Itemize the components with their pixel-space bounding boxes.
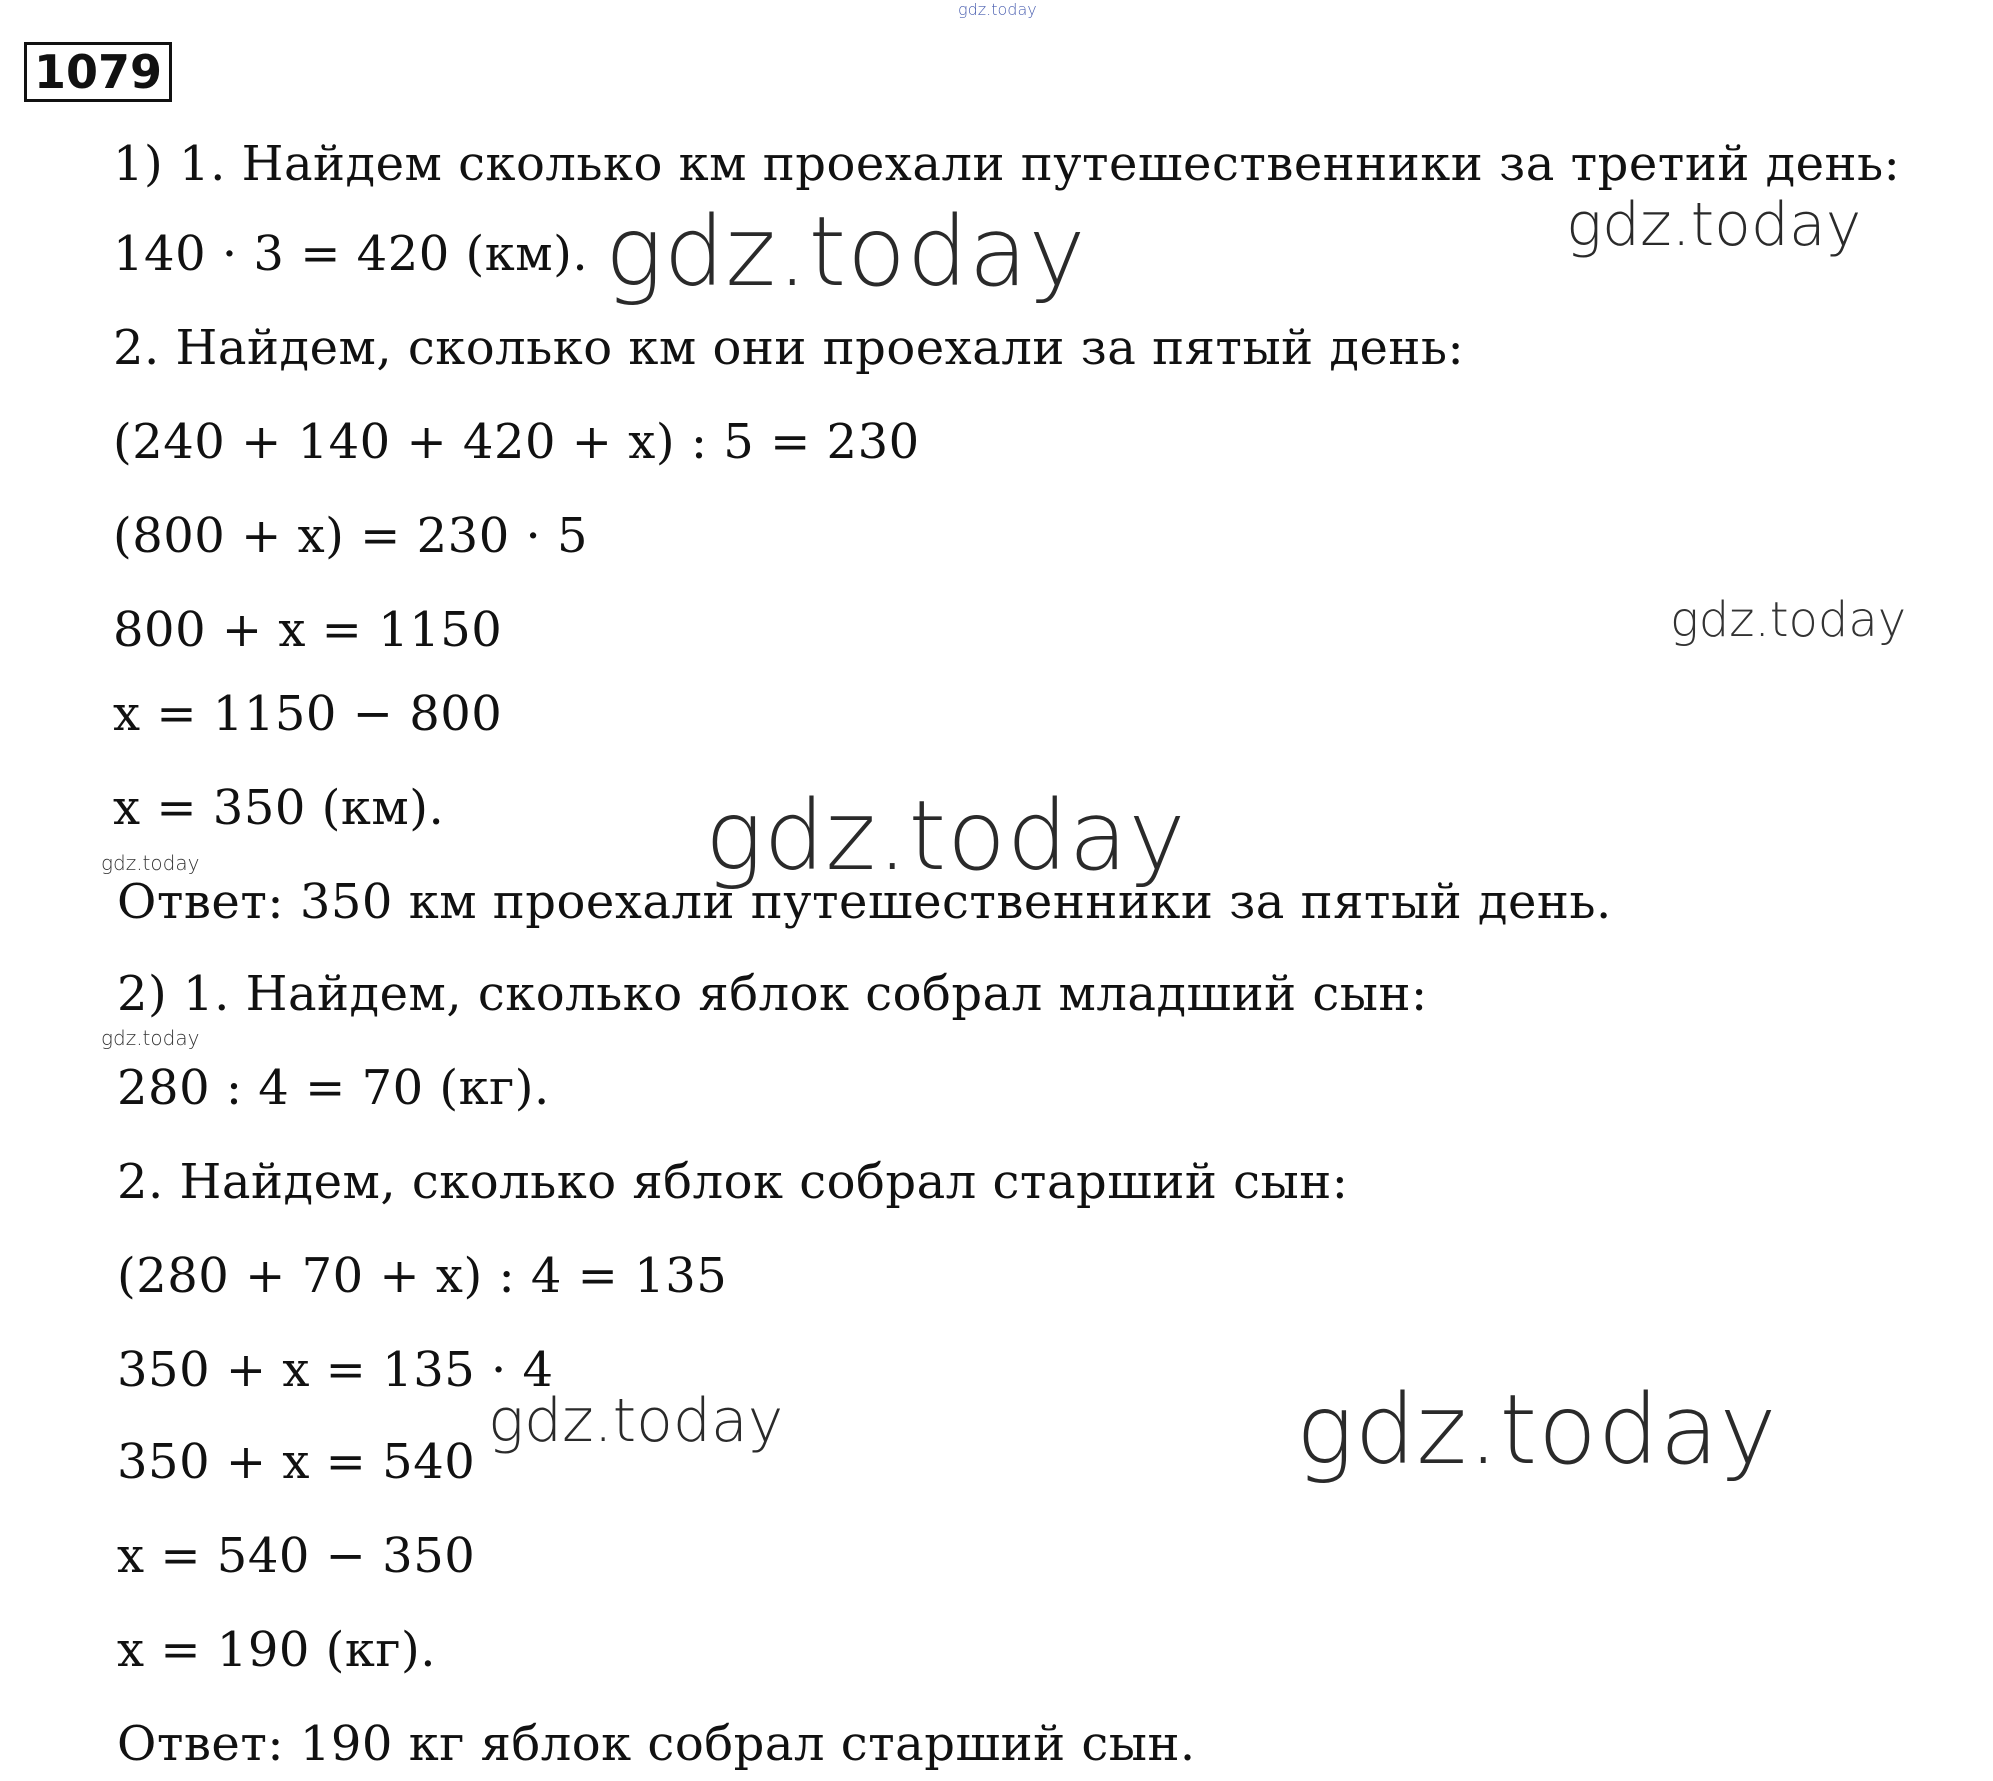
part2-equation-3: 350 + x = 540 [117,1434,476,1490]
part2-equation-4: x = 540 − 350 [117,1528,476,1584]
part1-heading2: 2. Найдем, сколько км они проехали за пятый день: [113,320,1465,376]
watermark-large-1: gdz.today [605,196,1087,308]
watermark-medium-2: gdz.today [1670,592,1907,648]
part2-equation-2: 350 + x = 135 · 4 [117,1342,554,1398]
part1-heading: 1) 1. Найдем сколько км проехали путешественники за третий день: [113,136,1901,192]
part2-heading2: 2. Найдем, сколько яблок собрал старший сын: [117,1154,1349,1210]
part1-equation-2: (800 + x) = 230 · 5 [113,508,589,564]
watermark-small-2: gdz.today [101,1026,200,1050]
part2-step1: 280 : 4 = 70 (кг). [117,1060,550,1116]
part2-answer: Ответ: 190 кг яблок собрал старший сын. [117,1716,1196,1772]
part1-equation-4: x = 1150 − 800 [113,686,503,742]
part1-equation-5: x = 350 (км). [113,780,445,836]
part1-answer: Ответ: 350 км проехали путешественники за пятый день. [117,874,1612,930]
part1-equation-3: 800 + x = 1150 [113,602,503,658]
watermark-medium-3: gdz.today [488,1386,784,1456]
watermark-large-3: gdz.today [1296,1374,1778,1486]
part2-equation-1: (280 + 70 + x) : 4 = 135 [117,1248,728,1304]
watermark-medium-1: gdz.today [1566,190,1862,260]
part2-equation-5: x = 190 (кг). [117,1622,437,1678]
part1-equation-1: (240 + 140 + 420 + x) : 5 = 230 [113,414,920,470]
part1-step1: 140 · 3 = 420 (км). [113,226,589,282]
watermark-top: gdz.today [958,0,1037,19]
part2-heading: 2) 1. Найдем, сколько яблок собрал младший сын: [117,966,1428,1022]
problem-number-box: 1079 [24,42,172,102]
watermark-large-2: gdz.today [705,780,1187,892]
watermark-small-1: gdz.today [101,851,200,875]
